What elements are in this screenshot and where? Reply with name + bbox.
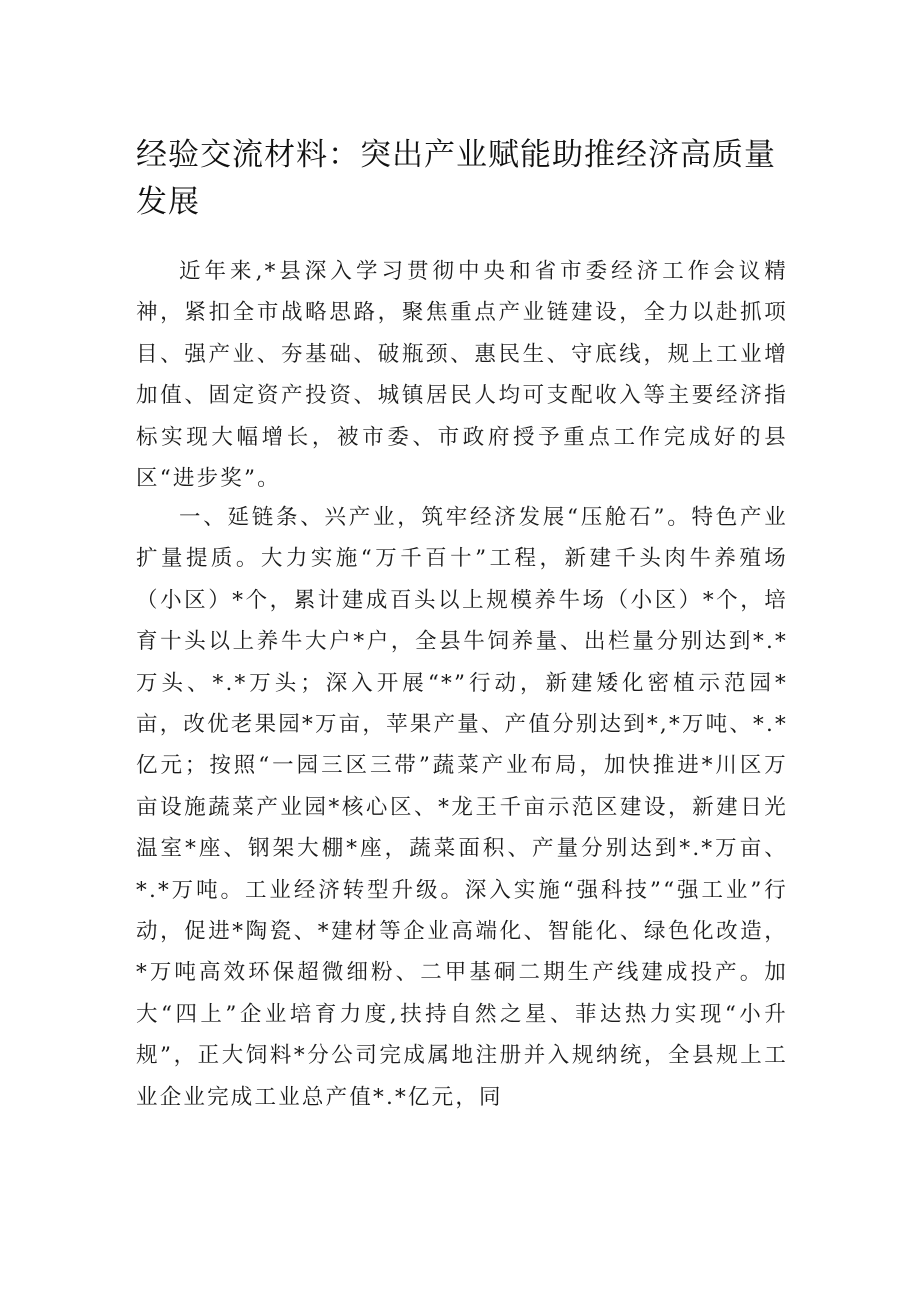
document-title: 经验交流材料：突出产业赋能助推经济高质量发展: [136, 137, 776, 220]
paragraph-intro: 近年来,*县深入学习贯彻中央和省市委经济工作会议精神，紧扣全市战略思路，聚焦重点产业链建设，全力以赴抓项目、强产业、夯基础、破瓶颈、惠民生、守底线，规上工业增加值、固定资产投资、城镇居民人均可支配收入等主要经济指标实现大幅增长，被市委、市政府授予重点工作完成好的县区“进步奖”。: [136, 259, 788, 492]
paragraph-section-one: 一、延链条、兴产业，筑牢经济发展“压舱石”。特色产业扩量提质。大力实施“万千百十”工程，新建千头肉牛养殖场（小区）*个，累计建成百头以上规模养牛场（小区）*个，培育十头以上养牛大户*户，全县牛饲养量、出栏量分别达到*.*万头、*.*万头；深入开展“*”行动，新建矮化密植示范园*亩，改优老果园*万亩，苹果产量、产值分别达到*,*万吨、*.*亿元；按照“一园三区三带”蔬菜产业布局，加快推进*川区万亩设施蔬菜产业园*核心区、*龙王千亩示范区建设，新建日光温室*座、钢架大棚*座，蔬菜面积、产量分别达到*.*万亩、*.*万吨。工业经济转型升级。深入实施“强科技”“强工业”行动，促进*陶瓷、*建材等企业高端化、智能化、绿色化改造，*万吨高效环保超微细粉、二甲基硐二期生产线建成投产。加大“四上”企业培育力度,扶持自然之星、菲达热力实现“小升规”，正大饲料*分公司完成属地注册并入规纳统，全县规上工业企业完成工业总产值*.*亿元，同: [136, 505, 788, 1110]
